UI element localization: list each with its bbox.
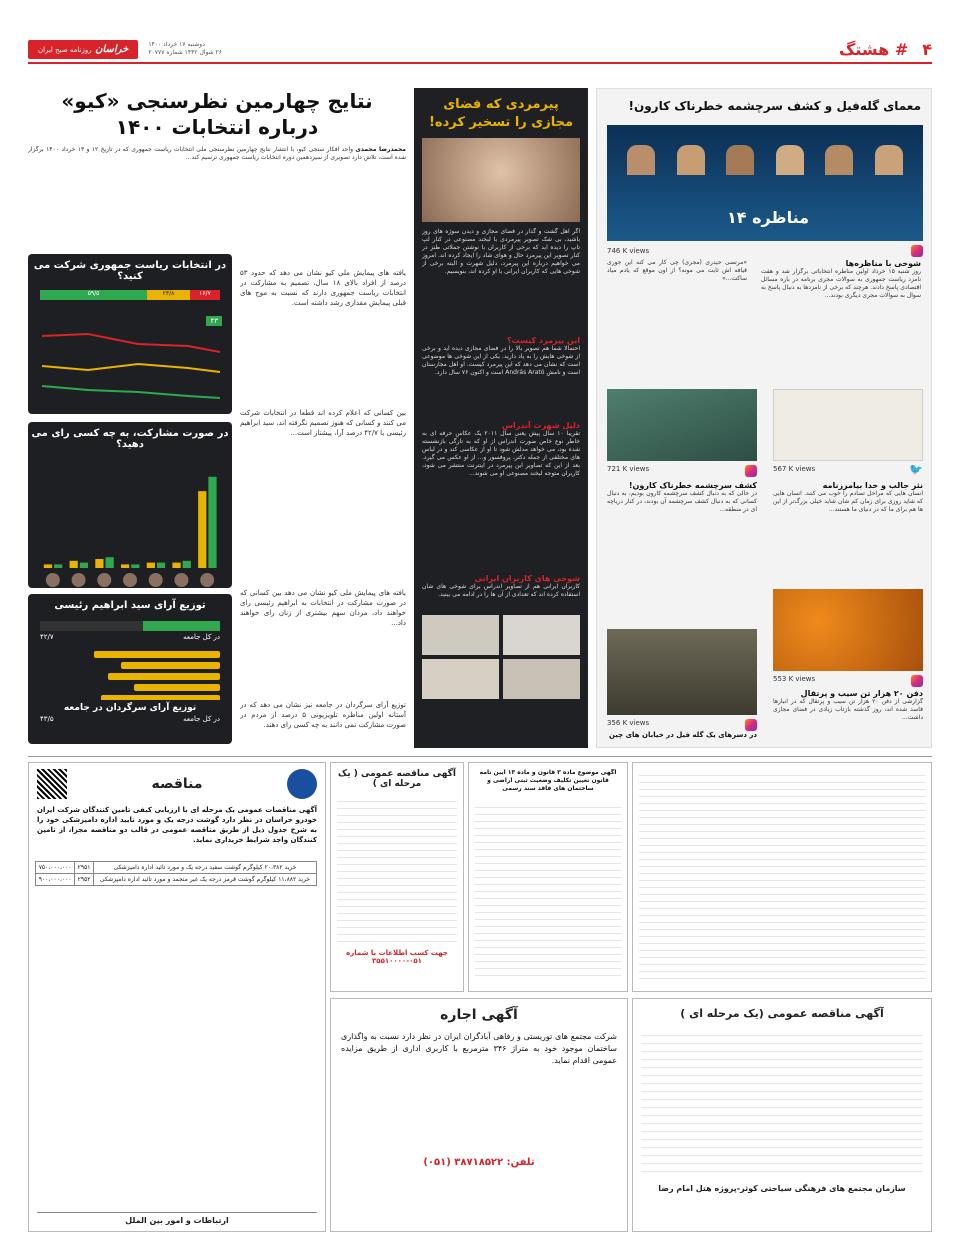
chart1-line xyxy=(28,306,232,414)
left-column xyxy=(28,88,406,748)
chart1-value: ۴۳ xyxy=(206,316,222,326)
chart2-bar-0-2 xyxy=(147,563,155,568)
survey-text-b: بین کسانی که اعلام کرده اند قطعا در انتخابات شرکت می کنند و کسانی که هنوز تصمیم نگرفته اند، سید ابراهیم رئیسی با ۴۲/۷ درصد آرا، پیشتاز است... xyxy=(240,409,406,437)
date-block xyxy=(148,41,222,57)
chart4-title: توزیع آرای سرگردان در جامعه xyxy=(63,703,197,713)
middle-sub3: شوخی های کاربران ایرانی xyxy=(474,574,580,583)
post-views-3: 721 K views xyxy=(607,465,650,473)
ad-rent xyxy=(330,998,628,1232)
chart3-total-bar xyxy=(40,621,220,631)
chart2-bar-1-3 xyxy=(131,564,139,568)
chart4-label: در کل جامعه xyxy=(183,715,220,723)
old-man-photo xyxy=(422,138,580,222)
post-caption-5: در دسرهای یک گله فیل در خیابان های چین xyxy=(609,731,757,739)
post-text: روز شنبه ۱۵ خرداد اولین مناظره انتخاباتی برگزار شد و هفت نامزد ریاست جمهوری به سوالات مجری برنامه در باره مسائل اقتصادی پاسخ دادند. هرچند که برخی از نامزدها به دنبال پاسخ به سوال به سوالات مجری دیگری بودند... xyxy=(761,268,921,299)
ad-registry-list xyxy=(632,762,932,992)
candidate-avatar-2 xyxy=(149,573,163,587)
header-divider xyxy=(28,62,932,64)
right-column-title: معمای گله‌فیل و کشف سرچشمه خطرناک کارون! xyxy=(628,99,921,113)
left-title-1: نتایج چهارمین نظرسنجی «کیو» xyxy=(61,89,373,113)
chart3-title: توزیع آرای سید ابراهیم رئیسی xyxy=(54,600,206,611)
ad1-table xyxy=(35,861,317,886)
post-text-3: در حالی که به دنبال کشف سرچشمه کارون بودیم، به دنبال کسانی که به دنبال کشف سرچشمه آن بودند، در کنار دریاچه ای در منطقه... xyxy=(607,490,757,513)
page-number: ۴ xyxy=(922,39,932,59)
post-views-5: 356 K views xyxy=(607,719,650,727)
chart2-bar-0-0 xyxy=(198,491,206,568)
ad1-footer: ارتباطات و امور بین الملل xyxy=(37,1212,317,1225)
candidate-avatar-1 xyxy=(174,573,188,587)
post-views: 746 K views xyxy=(607,247,650,255)
survey-text-a: یافته های پیمایش ملی کیو نشان می دهد که حدود ۵۳ درصد از افراد بالای ۱۸ سال، تصمیم به مشارکت در انتخابات ریاست جمهوری دارند که نسبت به موج های قبلی پیمایش مقداری رشد داشته است. xyxy=(240,269,406,307)
ad4-footer: سازمان مجتمع های فرهنگی سیاحتی کوثر-پروژه هتل امام رضا xyxy=(658,1184,906,1193)
middle-intro: اگر اهل گشت و گذار در فضای مجازی و دیدن سوژه های روز باشید، بی شک تصویر پیرمردی با لبخند مصنوعی در کنار لپ تاپ را دیده اید که برخی از کاربران با نوشتن جملاتی طنز در کنار تصویر این پیرمرد حال و هوای شاد را ایجاد کرده اند. امروز می خواهیم درباره این پیرمرد، دلیل شهرت و البته برخی از شوخی هایی که کاربران ایرانی با او کرده اند، بنویسیم. xyxy=(422,228,580,275)
ad4-body xyxy=(641,1028,923,1178)
middle-column-title: پیرمردی که فضای مجازی را تسخیر کرده! xyxy=(428,97,573,130)
page-header xyxy=(28,38,932,60)
chart4-value: ۴۳/۵ xyxy=(40,715,54,723)
candidate-avatar-0 xyxy=(200,573,214,587)
chart2-bars xyxy=(28,450,232,588)
ad1-row2-price: ۹۰۰،۰۰۰،۰۰۰ xyxy=(36,874,75,886)
ad4-title: آگهی مناقصه عمومی (یک مرحله ای ) xyxy=(680,1007,884,1020)
left-intro xyxy=(28,146,406,206)
post-image-elephants xyxy=(607,629,757,715)
debate-label: مناظره ۱۴ xyxy=(727,208,810,227)
post-views-2: 567 K views xyxy=(773,465,816,473)
ads-divider xyxy=(28,756,932,757)
survey-text-c: یافته های پیمایش ملی کیو نشان می دهد بین کسانی که در صورت مشارکت در انتخابات به ابراهیم رئیسی رای خواهند داد، مردان سهم بیشتری از زنان رای خواهند داد... xyxy=(240,589,406,627)
ad1-row1-code: ۲۹۵۱ xyxy=(75,862,94,874)
date-line: دوشنبه ۱۷ خرداد ۱۴۰۰ xyxy=(148,41,205,48)
middle-column xyxy=(414,88,588,748)
ad1-row1-price: ۷۵۰،۰۰۰،۰۰۰ xyxy=(36,862,75,874)
post-views-4: 553 K views xyxy=(773,675,816,683)
post-caption-4: دفن ۲۰ هزار تن سیب و پرتقال xyxy=(800,689,923,698)
chart4-panel xyxy=(28,700,232,744)
post-image-document xyxy=(773,389,923,461)
newspaper-logo xyxy=(28,40,138,59)
ad2-phone: جهت کسب اطلاعات با شماره ۰۵۱-۳۵۵۱۰۰۰۰ xyxy=(346,949,448,965)
chart2-bar-1-6 xyxy=(54,564,62,568)
qr-code-icon xyxy=(37,769,67,799)
twitter-icon: 🐦 xyxy=(909,463,923,476)
chart-vote-choice xyxy=(28,422,232,588)
instagram-icon-3 xyxy=(911,675,923,687)
chart3-label: در کل جامعه xyxy=(183,633,220,641)
left-title-2: درباره انتخابات ۱۴۰۰ xyxy=(115,115,319,139)
chart2-bar-1-1 xyxy=(183,561,191,568)
instagram-icon-2 xyxy=(745,465,757,477)
ad-tender-ikco xyxy=(28,762,326,1232)
newspaper-label: روزنامه صبح ایران xyxy=(38,45,92,54)
post-text-4: گزارشی از دفن ۲۰ هزار تن سیب و پرتقال که در انبارها فاسد شده اند، روز گذشته بازتاب زیادی در فضای مجازی داشت... xyxy=(773,698,923,721)
chart2-bar-0-4 xyxy=(95,559,103,568)
debate-image xyxy=(607,125,923,241)
chart1-seg-2: ۲۳/۸ xyxy=(147,290,190,300)
ad1-title: مناقصه xyxy=(151,776,203,792)
chart2-title: در صورت مشارکت، به چه کسی رای می دهید؟ xyxy=(31,428,229,450)
left-intro-text: واحد افکار سنجی کیو، با انتشار نتایج چهارمین نظرسنجی ملی انتخابات ریاست جمهوری که در تاریخ ۱۲ و ۱۳ خرداد ۱۴۰۰ برگزار شده است، تلاش دارد تصویری از سیزدهمین دوره انتخابات ریاست جمهوری ترسیم کند... xyxy=(28,146,406,161)
middle-text1: احتمالا شما هم تصویر بالا را در فضای مجازی دیده اید و برخی از شوخی هایش را به یاد دارید. یکی از این شوخی ها موضوعی است که نشان می دهد که این پیرمرد کیست. او اهل مجارستان است و نامش András Arató است و اکنون ۷۶ سال دارد. xyxy=(422,345,580,376)
right-column xyxy=(596,88,932,748)
ad5-body xyxy=(475,801,621,981)
ad3-title: آگهی اجاره xyxy=(440,1007,518,1023)
chart2-bar-1-2 xyxy=(157,563,165,568)
chart1-stacked-bar xyxy=(40,290,220,300)
chart2-bar-0-6 xyxy=(44,564,52,568)
chart2-bar-0-3 xyxy=(121,564,129,568)
post-image-fruit xyxy=(773,589,923,671)
ad1-row1-desc: خرید ۲۰،۳۸۲ کیلوگرم گوشت سفید درجه یک و مورد تائید اداره دامپزشکی xyxy=(93,862,316,874)
date-line-2: ۲۶ شوال ۱۴۴۲ شماره ۲۰۷۷۷ xyxy=(148,49,222,56)
survey-text-d: توزیع آرای سرگردان در جامعه نیز نشان می دهد که در آستانه اولین مناظره تلویزیونی ۵ درصد از مردم در صورت مشارکت نمی دانند به چه کسی رای دهند. xyxy=(240,701,406,729)
chart1-seg-3: ۵۹/۵ xyxy=(40,290,147,300)
meme-grid xyxy=(422,615,580,699)
middle-text2: تقریبا ۱۰ سال پیش یعنی سال ۲۰۱۱ یک عکاس حرفه ای به خاطر نوع خاص صورت آندراس از او که به تازگی بازنشسته شده بود، می خواهد مدلش شود تا او از عکاسی کند و در لباس های مختلفی از جمله دکتر، پروفسور و... از او عکس می گیرد. بعد از این که تصاویر این پیرمرد در اینترنت منتشر می شود، کاربران متوجه لبخند مصنوعی او می شوند... xyxy=(422,430,580,477)
ad1-row2-code: ۲۹۵۲ xyxy=(75,874,94,886)
middle-sub1: این پیرمرد کیست؟ xyxy=(507,336,580,345)
post-text-2: انسان هایی که مراحل تصادم را خوب می کنند. انسان هایی که شاید روزی برای زمان کم شان شاید خیلی بزرگ‌تر از این ها هم برای ما که در دنیای ما هستند... xyxy=(773,490,923,513)
ad3-text: شرکت مجتمع های توریستی و رفاهی آبادگران ایران در نظر دارد نسبت به واگذاری ساختمان موجود خود به متراژ ۳۴۶ مترمربع با کاربری اداری از طریق مزایده عمومی اقدام نماید. xyxy=(341,1032,617,1065)
ad-tender-kowsar xyxy=(632,998,932,1232)
post-image-river xyxy=(607,389,757,461)
candidate-avatar-5 xyxy=(72,573,86,587)
chart-participation xyxy=(28,254,232,414)
ad-auction xyxy=(468,762,628,992)
ikco-logo-icon xyxy=(287,769,317,799)
middle-text3: کاربران ایرانی هم از تصاویر آندراس برای شوخی های شان استفاده کرده اند که تعدادی از آن ها را در ادامه می بینید. xyxy=(422,583,580,598)
middle-sub2: دلیل شهرت آندراس xyxy=(501,421,580,430)
section-title: # هشتگ xyxy=(838,39,909,59)
candidate-avatar-4 xyxy=(97,573,111,587)
chart2-bar-1-0 xyxy=(208,477,216,568)
candidate-avatar-6 xyxy=(46,573,60,587)
author-name: محمدرضا محمدی xyxy=(355,146,406,153)
ad6-body xyxy=(639,769,925,985)
chart3-value: ۴۲/۷ xyxy=(40,633,54,641)
post-quote: «مرتضی حیدری (مجری) چی کار می کنه این جوری قیافه اش ثابت می مونه؟ از اون موقع که یادم میاد ساکت...» xyxy=(607,259,747,282)
ad1-text: آگهی مناقصات عمومی یک مرحله ای با ارزیابی کیفی تامین کنندگان شرکت ایران خودرو خراسان در نظر دارد گوشت درجه یک و مورد تایید اداره دامپزشکی خود را به شرح جدول ذیل از طریق مناقصه عمومی در قالب دو مناقصه مجزا، از تامین کنندگان واجد شرایط خریداری نماید. xyxy=(37,806,317,844)
ad2-body xyxy=(337,795,457,945)
ad-tender-2 xyxy=(330,762,464,992)
chart2-bar-1-4 xyxy=(106,557,114,568)
instagram-icon-4 xyxy=(745,719,757,731)
post-caption: شوخی با مناظره‌ها xyxy=(845,259,921,268)
instagram-icon xyxy=(911,245,923,257)
post-caption-2: نثر جالب و خدا بیامرزنامه xyxy=(822,481,923,490)
ad2-title: آگهی مناقصه عمومی ( یک مرحله ای ) xyxy=(338,769,456,789)
ad5-text: آگهی موضوع ماده ۳ قانون و ماده ۱۳ آیین نامه قانون تعیین تکلیف وضعیت ثبتی اراضی و ساختمان های فاقد سند رسمی xyxy=(479,769,617,792)
ad1-row2-desc: خرید ۱۱،۸۸۲ کیلوگرم گوشت قرمز درجه یک غیر منجمد و مورد تائید اداره دامپزشکی xyxy=(93,874,316,886)
ad3-phone: تلفن: ۳۸۷۱۸۵۲۲ (۰۵۱) xyxy=(423,1157,535,1168)
chart2-bar-0-1 xyxy=(172,563,180,568)
candidate-avatar-3 xyxy=(123,573,137,587)
chart1-title: در انتخابات ریاست جمهوری شرکت می کنید؟ xyxy=(33,260,227,282)
chart1-seg-1: ۱۶/۷ xyxy=(190,290,220,300)
chart2-bar-0-5 xyxy=(70,561,78,568)
logo-text: خراسان xyxy=(95,43,129,55)
chart2-bar-1-5 xyxy=(80,563,88,568)
post-caption-3: کشف سرچشمه خطرناک کارون! xyxy=(628,481,757,490)
